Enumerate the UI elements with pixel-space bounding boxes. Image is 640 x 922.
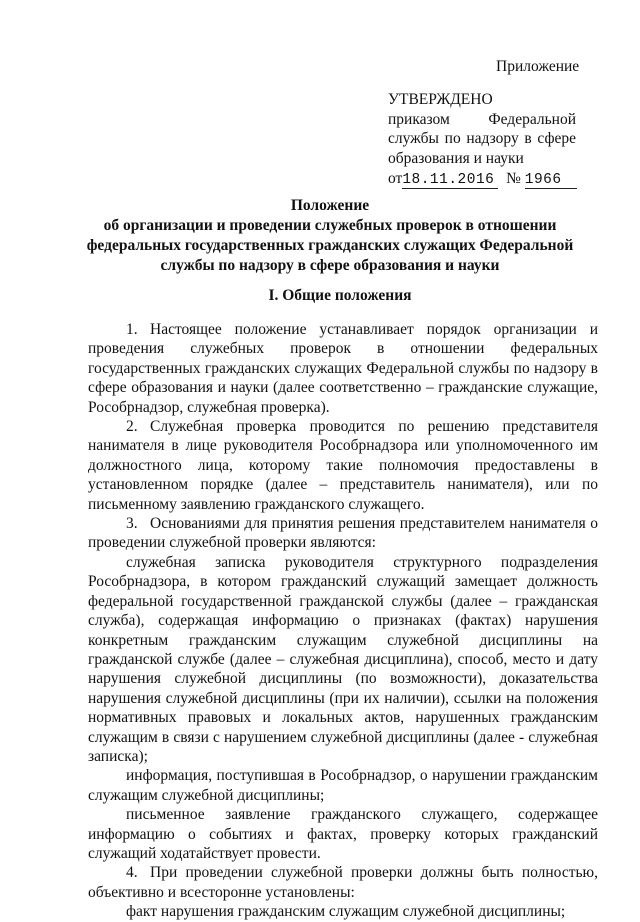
- document-title: [80, 196, 580, 276]
- paragraph-2: [88, 417, 598, 514]
- document-body: [88, 320, 598, 922]
- section-heading: I. Общие положения: [268, 287, 412, 304]
- paragraph-3a: служебная записка руководителя структурного подразделения Рособрнадзора, в котором гражданский служащий замещает должность федеральной государственной гражданской службы (далее – гражданская служба), содержащая информацию о признаках (фактах) нарушения конкретным гражданским служащим служебной дисциплины на гражданской службе (далее – служебная дисциплина), способ, место и дату нарушения служебной дисциплины (по возможности), доказательства нарушения служебной дисциплины (при их наличии), ссылки на положения нормативных правовых и локальных актов, нарушенных гражданским служащим в связи с нарушением служебной дисциплины (далее - служебная записка);: [88, 553, 598, 765]
- order-date: 18.11.2016: [402, 172, 498, 189]
- paragraph-4: [88, 863, 598, 902]
- paragraph-number: 1.: [126, 321, 138, 338]
- title-line-2: об организации и проведении служебных проверок в отношении: [103, 217, 557, 234]
- paragraph-3b: информация, поступившая в Рособрнадзор, о нарушении гражданским служащим служебной дисциплины;: [88, 767, 598, 804]
- paragraph-4a: факт нарушения гражданским служащим служебной дисциплины;: [126, 903, 566, 921]
- paragraph-number: 4.: [126, 864, 138, 882]
- paragraph-text: При проведении служебной проверки должны быть полностью, объективно и всесторонне установлены:: [88, 864, 598, 901]
- approval-line-1: приказом Федеральной: [388, 110, 576, 128]
- paragraph-text: Основаниями для принятия решения представителем нанимателя о проведении служебной проверки являются:: [88, 515, 598, 552]
- appendix-label: Приложение: [496, 58, 580, 75]
- paragraph-number: 2.: [126, 418, 138, 436]
- approval-date-line: [388, 169, 576, 189]
- approval-line-3: образования и науки: [388, 149, 524, 167]
- title-line-1: Положение: [290, 197, 370, 214]
- title-line-3: федеральных государственных гражданских служащих Федеральной: [86, 237, 574, 254]
- paragraph-3c: письменное заявление гражданского служащего, содержащее информацию о событиях и фактах, проверку которых гражданский служащий ходатайствует провести.: [88, 806, 598, 862]
- paragraph-1: [88, 320, 598, 417]
- approval-heading: УТВЕРЖДЕНО: [388, 91, 493, 108]
- approval-line-2: службы по надзору в сфере: [388, 130, 576, 147]
- approval-block: [388, 90, 576, 189]
- paragraph-3: [88, 514, 598, 553]
- paragraph-text: Настоящее положение устанавливает порядок организации и проведения служебных проверок в отношении федеральных государственных гражданских служащих Федеральной службы по надзору в сфере образования и науки (далее соответственно – гражданские служащие, Рособрнадзор, служебная проверка).: [88, 321, 598, 416]
- date-prefix: от: [388, 170, 403, 187]
- number-sign: №: [506, 170, 521, 187]
- title-line-4: службы по надзору в сфере образования и науки: [160, 257, 500, 274]
- order-number: 1966: [525, 172, 577, 189]
- paragraph-number: 3.: [126, 515, 138, 533]
- paragraph-text: Служебная проверка проводится по решению представителя нанимателя в лице руководителя Рособрнадзора или уполномоченного им должностного лица, которому такие полномочия предоставлены в установленном порядке (далее – представитель нанимателя), или по письменному заявлению гражданского служащего.: [88, 418, 598, 513]
